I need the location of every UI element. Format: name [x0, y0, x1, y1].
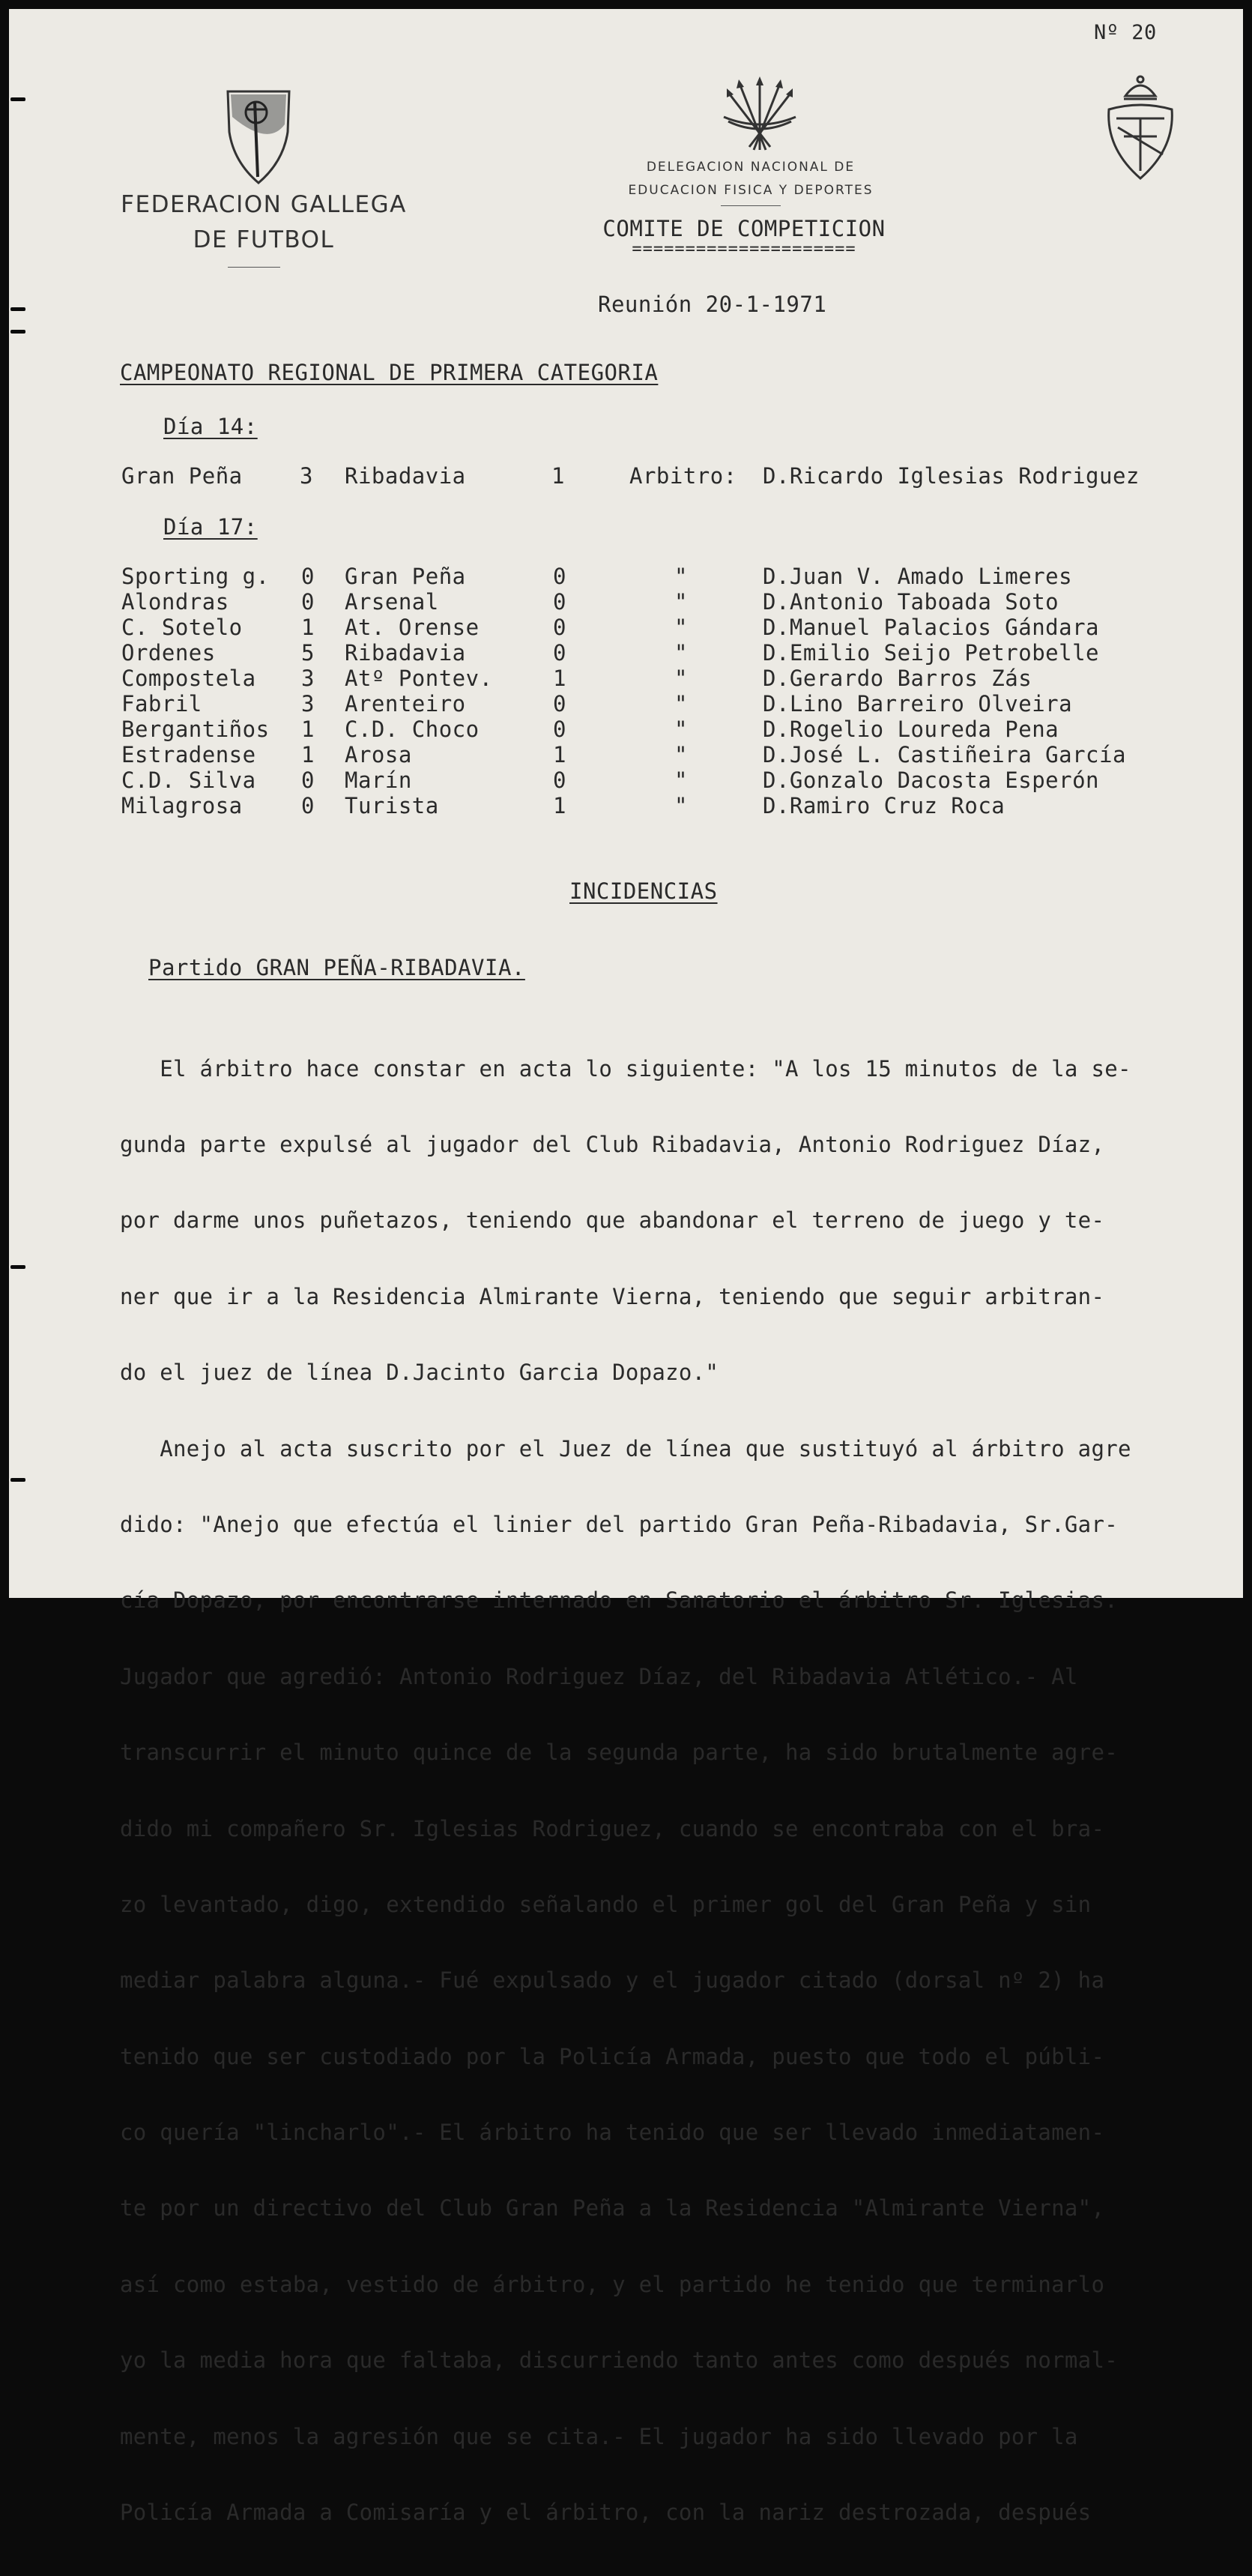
ditto-mark: "	[674, 615, 688, 640]
federation-rule	[228, 267, 280, 268]
delegation-name	[578, 156, 923, 202]
report-line: Jugador que agredió: Antonio Rodriguez Díaz, del Ribadavia Atlético.- Al	[120, 1663, 1078, 1689]
home-team: Compostela	[121, 666, 256, 691]
ditto-mark: "	[674, 742, 688, 767]
day-14-label: Día 14:	[163, 414, 258, 439]
away-goals: 0	[553, 589, 566, 615]
away-team: Marín	[345, 767, 412, 793]
home-goals: 3	[301, 666, 315, 691]
home-goals: 5	[301, 640, 315, 666]
home-team: Gran Peña	[121, 463, 243, 489]
incident-report	[120, 1006, 1131, 2576]
away-goals: 0	[553, 640, 566, 666]
away-team: Ribadavia	[345, 640, 466, 666]
report-line: ner que ir a la Residencia Almirante Vierna, teniendo que seguir arbitran-	[120, 1283, 1105, 1309]
referee-name: D.Emilio Seijo Petrobelle	[763, 640, 1099, 666]
away-goals: 1	[551, 463, 565, 489]
report-line: por darme unos puñetazos, teniendo que abandonar el terreno de juego y te-	[120, 1207, 1105, 1234]
report-line: mediar palabra alguna.- Fué expulsado y el jugador citado (dorsal nº 2) ha	[120, 1967, 1105, 1994]
ditto-mark: "	[674, 767, 688, 793]
federation-name	[76, 187, 451, 258]
referee-name: D.Manuel Palacios Gándara	[763, 615, 1099, 640]
report-line: zo levantado, digo, extendido señalando el primer gol del Gran Peña y sin	[120, 1891, 1092, 1917]
match-row	[9, 717, 1243, 742]
ditto-mark: "	[674, 691, 688, 717]
report-line: dido mi compañero Sr. Iglesias Rodriguez, cuando se encontraba con el bra-	[120, 1815, 1105, 1841]
home-team: Milagrosa	[121, 793, 243, 818]
report-line: yo la media hora que faltaba, discurriendo tanto antes como después normal-	[120, 2347, 1118, 2374]
delegation-line-1: DELEGACION NACIONAL DE	[646, 160, 856, 175]
binder-mark	[10, 307, 25, 311]
federation-line-1: FEDERACION GALLEGA	[121, 191, 407, 218]
away-team: Arenteiro	[345, 691, 466, 717]
report-line: te por un directivo del Club Gran Peña a la Residencia "Almirante Vierna",	[120, 2195, 1105, 2221]
home-team: Bergantiños	[121, 717, 270, 742]
match-row	[9, 615, 1243, 640]
home-goals: 1	[301, 615, 315, 640]
report-line: cía Dopazo, por encontrarse internado en Sanatorio el árbitro Sr. Iglesias.	[120, 1587, 1118, 1614]
report-line: Policía Armada a Comisaría y el árbitro, con la nariz destrozada, después	[120, 2500, 1092, 2526]
report-line: así como estaba, vestido de árbitro, y el partido he tenido que terminarlo	[120, 2271, 1105, 2297]
binder-mark	[10, 1478, 25, 1482]
away-team: C.D. Choco	[345, 717, 480, 742]
committee-underline: =====================	[632, 240, 856, 259]
home-goals: 0	[301, 564, 315, 589]
away-goals: 0	[553, 717, 566, 742]
report-line: tenido que ser custodiado por la Policía Armada, puesto que todo el públi-	[120, 2043, 1105, 2069]
referee-name: D.Ricardo Iglesias Rodriguez	[763, 463, 1140, 489]
report-line: Anejo al acta suscrito por el Juez de línea que sustituyó al árbitro agre	[120, 1435, 1131, 1462]
home-goals: 3	[300, 463, 313, 489]
home-team: C.D. Silva	[121, 767, 256, 793]
ditto-mark: "	[674, 717, 688, 742]
home-team: Fabril	[121, 691, 202, 717]
report-line: mente, menos la agresión que se cita.- El jugador ha sido llevado por la	[120, 2423, 1078, 2449]
away-goals: 0	[553, 767, 566, 793]
yoke-arrows-emblem-icon	[721, 75, 799, 154]
away-team: Gran Peña	[345, 564, 466, 589]
royal-crest-icon	[1101, 73, 1179, 183]
federation-line-2: DE FUTBOL	[193, 226, 335, 253]
home-team: Sporting g.	[121, 564, 270, 589]
referee-name: D.Rogelio Loureda Pena	[763, 717, 1059, 742]
referee-name: D.José L. Castiñeira García	[763, 742, 1126, 767]
delegation-line-2: EDUCACION FISICA Y DEPORTES	[628, 183, 874, 198]
ditto-mark: "	[674, 589, 688, 615]
referee-name: D.Gonzalo Dacosta Esperón	[763, 767, 1099, 793]
match-row-day14	[9, 463, 1243, 489]
away-team: Arsenal	[345, 589, 439, 615]
document-page	[9, 9, 1243, 2526]
match-row	[9, 640, 1243, 666]
home-goals: 3	[301, 691, 315, 717]
day-17-label: Día 17:	[163, 514, 258, 540]
away-team: Atº Pontev.	[345, 666, 493, 691]
match-row	[9, 767, 1243, 793]
away-goals: 0	[553, 564, 566, 589]
away-goals: 1	[553, 666, 566, 691]
match-row	[9, 793, 1243, 818]
home-team: Ordenes	[121, 640, 216, 666]
match-row	[9, 666, 1243, 691]
referee-name: D.Ramiro Cruz Roca	[763, 793, 1005, 818]
home-team: C. Sotelo	[121, 615, 243, 640]
home-goals: 1	[301, 742, 315, 767]
home-team: Estradense	[121, 742, 256, 767]
ditto-mark: "	[674, 793, 688, 818]
away-team: Arosa	[345, 742, 412, 767]
match-row	[9, 691, 1243, 717]
home-goals: 1	[301, 717, 315, 742]
binder-mark	[10, 97, 25, 101]
championship-title: CAMPEONATO REGIONAL DE PRIMERA CATEGORIA	[120, 360, 659, 385]
referee-name: D.Antonio Taboada Soto	[763, 589, 1059, 615]
away-team: At. Orense	[345, 615, 480, 640]
ditto-mark: "	[674, 564, 688, 589]
match-row	[9, 589, 1243, 615]
home-goals: 0	[301, 767, 315, 793]
report-line: dido: "Anejo que efectúa el linier del partido Gran Peña-Ribadavia, Sr.Gar-	[120, 1511, 1118, 1537]
federation-shield-icon	[223, 87, 294, 187]
match-row	[9, 742, 1243, 767]
report-line: co quería "lincharlo".- El árbitro ha tenido que ser llevado inmediatamen-	[120, 2120, 1105, 2146]
ditto-mark: "	[674, 640, 688, 666]
home-goals: 0	[301, 589, 315, 615]
match-incident-title: Partido GRAN PEÑA-RIBADAVIA.	[148, 955, 525, 980]
committee-title: COMITE DE COMPETICION	[602, 216, 886, 241]
referee-name: D.Juan V. Amado Limeres	[763, 564, 1073, 589]
away-goals: 0	[553, 615, 566, 640]
away-goals: 0	[553, 691, 566, 717]
match-row	[9, 564, 1243, 589]
home-team: Alondras	[121, 589, 229, 615]
ditto-mark: "	[674, 666, 688, 691]
meeting-date: Reunión 20-1-1971	[598, 292, 827, 317]
page-number: Nº 20	[1094, 21, 1157, 44]
away-goals: 1	[553, 793, 566, 818]
away-goals: 1	[553, 742, 566, 767]
report-line: do el juez de línea D.Jacinto Garcia Dopazo."	[120, 1360, 719, 1386]
binder-mark	[10, 1265, 25, 1269]
referee-label: Arbitro:	[629, 463, 737, 489]
report-line: transcurrir el minuto quince de la segunda parte, ha sido brutalmente agre-	[120, 1740, 1118, 1766]
away-team: Turista	[345, 793, 439, 818]
incidents-title: INCIDENCIAS	[569, 878, 718, 904]
referee-name: D.Gerardo Barros Zás	[763, 666, 1032, 691]
report-line: El árbitro hace constar en acta lo siguiente: "A los 15 minutos de la se-	[120, 1055, 1131, 1082]
home-goals: 0	[301, 793, 315, 818]
binder-mark	[10, 330, 25, 334]
report-line: gunda parte expulsé al jugador del Club Ribadavia, Antonio Rodriguez Díaz,	[120, 1131, 1105, 1157]
referee-name: D.Lino Barreiro Olveira	[763, 691, 1073, 717]
away-team: Ribadavia	[345, 463, 466, 489]
delegation-rule	[721, 205, 781, 206]
